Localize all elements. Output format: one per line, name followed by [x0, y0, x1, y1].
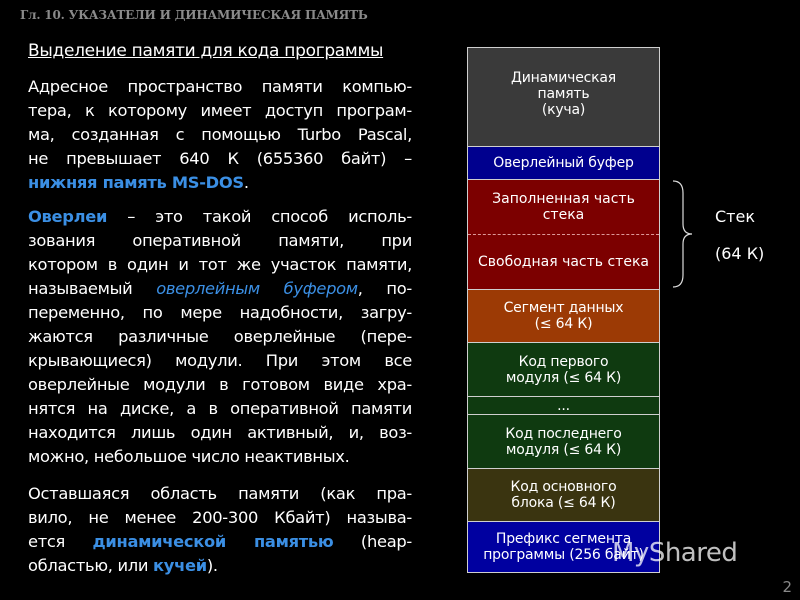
- text-line: Адресное пространство памяти компью-: [28, 77, 412, 96]
- block-overlay-buffer: Оверлейный буфер: [467, 147, 660, 180]
- watermark-logo: MyShared: [612, 538, 738, 568]
- highlight-term: оверлейным буфером: [156, 279, 358, 298]
- text-line: оверлейные модули в готовом виде хра-: [28, 375, 412, 394]
- stack-size: (64 К): [715, 244, 765, 263]
- text-line: жаются различные оверлейные (пере-: [28, 327, 412, 346]
- text-line: ется: [28, 532, 93, 551]
- block-last-module: Код последнего модуля (≤ 64 К): [467, 415, 660, 469]
- text-line: нятся на диске, а в оперативной памяти: [28, 399, 412, 418]
- block-psp: Префикс сегмента программы (256 байт): [467, 522, 660, 573]
- stack-free: Свободная часть стека: [478, 254, 649, 270]
- text-line: зования оперативной памяти, при: [28, 231, 412, 250]
- text-line: ).: [206, 556, 218, 575]
- highlight-term: кучей: [153, 556, 207, 575]
- text-line: котором в один и тот же участок памяти,: [28, 255, 412, 274]
- text-line: Оставшаяся область памяти (как пра-: [28, 484, 412, 503]
- text-line: вило, не менее 200-300 Кбайт) называ-: [28, 508, 412, 527]
- brace-icon: [670, 178, 700, 290]
- memory-map-diagram: [467, 47, 660, 573]
- page-number: 2: [782, 578, 792, 596]
- text-line: находится лишь один активный, и, воз-: [28, 423, 412, 442]
- block-main-code: Код основного блока (≤ 64 К): [467, 469, 660, 522]
- chapter-header: Гл. 10. УКАЗАТЕЛИ И ДИНАМИЧЕСКАЯ ПАМЯТЬ: [20, 8, 368, 22]
- block-first-module: Код первого модуля (≤ 64 К): [467, 343, 660, 397]
- text-line: переменно, по мере надобности, загру-: [28, 303, 412, 322]
- text-line: крывающиеся) модули. При этом все: [28, 351, 412, 370]
- text-line: называемый: [28, 279, 157, 298]
- block-ellipsis: ...: [467, 397, 660, 415]
- stack-label: Стек: [715, 207, 755, 226]
- text-line: можно, небольшое число неактивных.: [28, 447, 350, 466]
- text-line: , по-: [357, 279, 412, 298]
- stack-filled: Заполненная часть стека: [492, 191, 635, 223]
- slide-title: Выделение памяти для кода программы: [28, 41, 384, 61]
- paragraph-heap: [28, 482, 412, 578]
- text-line: областью, или: [28, 556, 154, 575]
- text-line: – это такой способ исполь-: [107, 207, 412, 226]
- paragraph-address-space: [28, 75, 412, 195]
- highlight-term: нижняя память MS-DOS: [28, 173, 244, 192]
- text-line: тера, к которому имеет доступ програм-: [28, 101, 412, 120]
- block-data-segment: Сегмент данных (≤ 64 К): [467, 290, 660, 343]
- paragraph-overlays: [28, 205, 412, 469]
- text-line: ма, созданная с помощью Turbo Pascal,: [28, 125, 412, 144]
- text-line: не превышает 640 К (655360 байт) –: [28, 149, 412, 168]
- text-line: .: [243, 173, 249, 192]
- highlight-term: динамической памятью: [92, 532, 334, 551]
- block-stack: [467, 180, 660, 290]
- highlight-term: Оверлеи: [28, 207, 108, 226]
- text-line: (heap-: [333, 532, 412, 551]
- block-heap: Динамическая память (куча): [467, 47, 660, 147]
